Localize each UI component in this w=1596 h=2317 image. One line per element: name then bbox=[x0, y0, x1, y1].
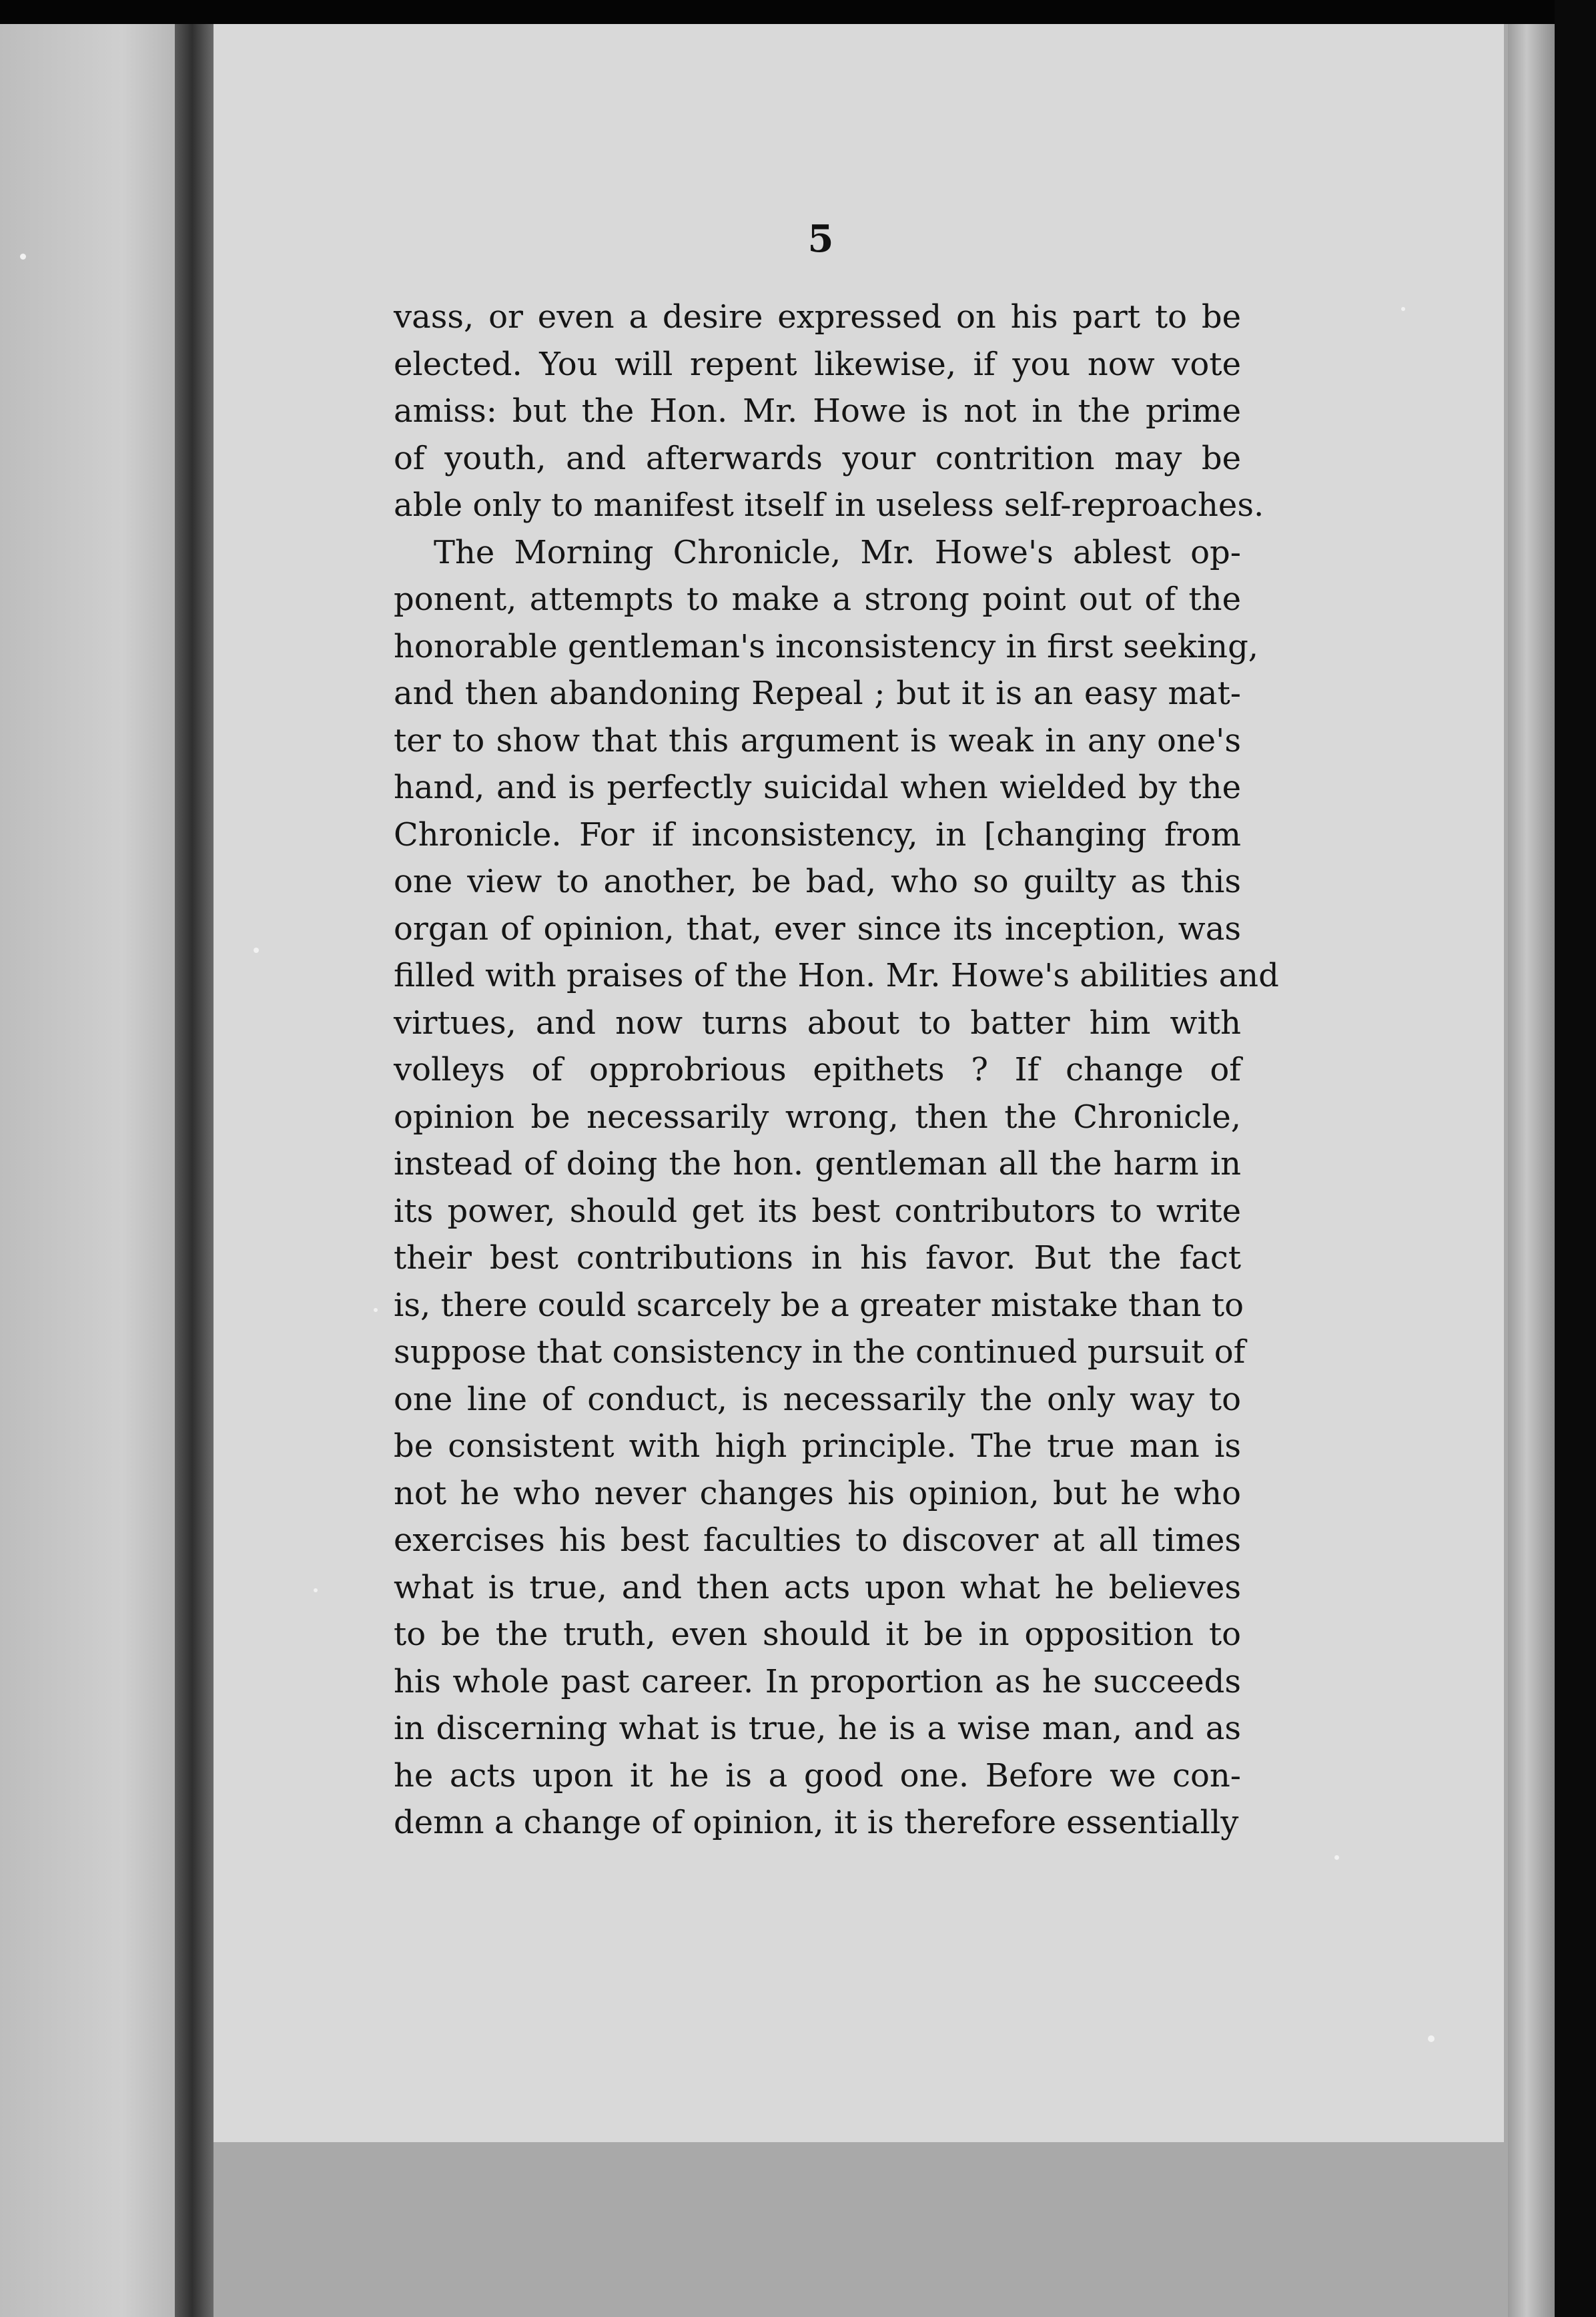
text-line: be consistent with high principle. The true man is bbox=[394, 1427, 1241, 1465]
text-line: exercises his best faculties to discover at all times bbox=[394, 1522, 1241, 1559]
page-bottom-margin bbox=[214, 2146, 1508, 2317]
text-line: ponent, attempts to make a strong point out of the bbox=[394, 581, 1241, 618]
text-line: instead of doing the hon. gentleman all the harm in bbox=[394, 1145, 1241, 1183]
text-line: not he who never changes his opinion, but he who bbox=[394, 1474, 1241, 1512]
text-line: of youth, and afterwards your contrition may be bbox=[394, 439, 1241, 477]
scan-right-border bbox=[1555, 0, 1596, 2317]
text-line: amiss: but the Hon. Mr. Howe is not in the prime bbox=[394, 392, 1241, 430]
text-line: filled with praises of the Hon. Mr. Howe's abilities and bbox=[394, 957, 1279, 994]
text-line: elected. You will repent likewise, if you now vote bbox=[394, 345, 1241, 383]
facing-page-edge bbox=[0, 24, 175, 2317]
scan-speck bbox=[254, 948, 259, 953]
text-line: his whole past career. In proportion as he succeeds bbox=[394, 1662, 1241, 1700]
text-line: honorable gentleman's inconsistency in first seeking, bbox=[394, 627, 1259, 665]
text-line: what is true, and then acts upon what he believes bbox=[394, 1568, 1241, 1606]
text-line: to be the truth, even should it be in opposition to bbox=[394, 1616, 1241, 1653]
text-line: is, there could scarcely be a greater mistake than to bbox=[394, 1286, 1244, 1324]
scan-speck bbox=[1401, 307, 1405, 311]
body-text bbox=[394, 294, 1279, 1847]
scan-speck bbox=[1334, 1855, 1339, 1860]
text-line: and then abandoning Repeal ; but it is an easy mat- bbox=[394, 675, 1241, 712]
text-line: The Morning Chronicle, Mr. Howe's ablest op- bbox=[434, 533, 1241, 571]
text-line: ter to show that this argument is weak in any one's bbox=[394, 721, 1241, 759]
text-line: their best contributions in his favor. But the fact bbox=[394, 1239, 1241, 1277]
text-line: opinion be necessarily wrong, then the Chronicle, bbox=[394, 1098, 1241, 1136]
page-number: 5 bbox=[807, 217, 834, 261]
text-line: its power, should get its best contributors to write bbox=[394, 1192, 1241, 1230]
text-line: demn a change of opinion, it is therefore essentially bbox=[394, 1804, 1239, 1841]
scan-speck bbox=[374, 1308, 378, 1312]
text-line: he acts upon it he is a good one. Before we con- bbox=[394, 1756, 1241, 1794]
book-spine-gutter bbox=[175, 24, 214, 2317]
text-line: suppose that consistency in the continued pursuit of bbox=[394, 1333, 1246, 1371]
text-line: Chronicle. For if inconsistency, in [changing from bbox=[394, 815, 1241, 854]
text-line: virtues, and now turns about to batter him with bbox=[394, 1004, 1241, 1042]
text-line: one line of conduct, is necessarily the only way to bbox=[394, 1380, 1241, 1418]
text-line: hand, and is perfectly suicidal when wielded by the bbox=[394, 769, 1241, 806]
scan-top-border bbox=[0, 0, 1596, 24]
page-stack-edge bbox=[1508, 24, 1555, 2317]
text-line: vass, or even a desire expressed on his part to be bbox=[394, 298, 1241, 336]
text-line: one view to another, be bad, who so guilty as this bbox=[394, 863, 1241, 900]
text-line: volleys of opprobrious epithets ? If change of bbox=[394, 1051, 1241, 1088]
scan-speck bbox=[20, 254, 26, 260]
scan-speck bbox=[314, 1588, 318, 1592]
text-line: organ of opinion, that, ever since its inception, was bbox=[394, 910, 1241, 948]
scan-speck bbox=[1428, 2035, 1435, 2042]
text-line: able only to manifest itself in useless self-reproaches. bbox=[394, 486, 1264, 524]
text-line: in discerning what is true, he is a wise man, and as bbox=[394, 1710, 1241, 1747]
